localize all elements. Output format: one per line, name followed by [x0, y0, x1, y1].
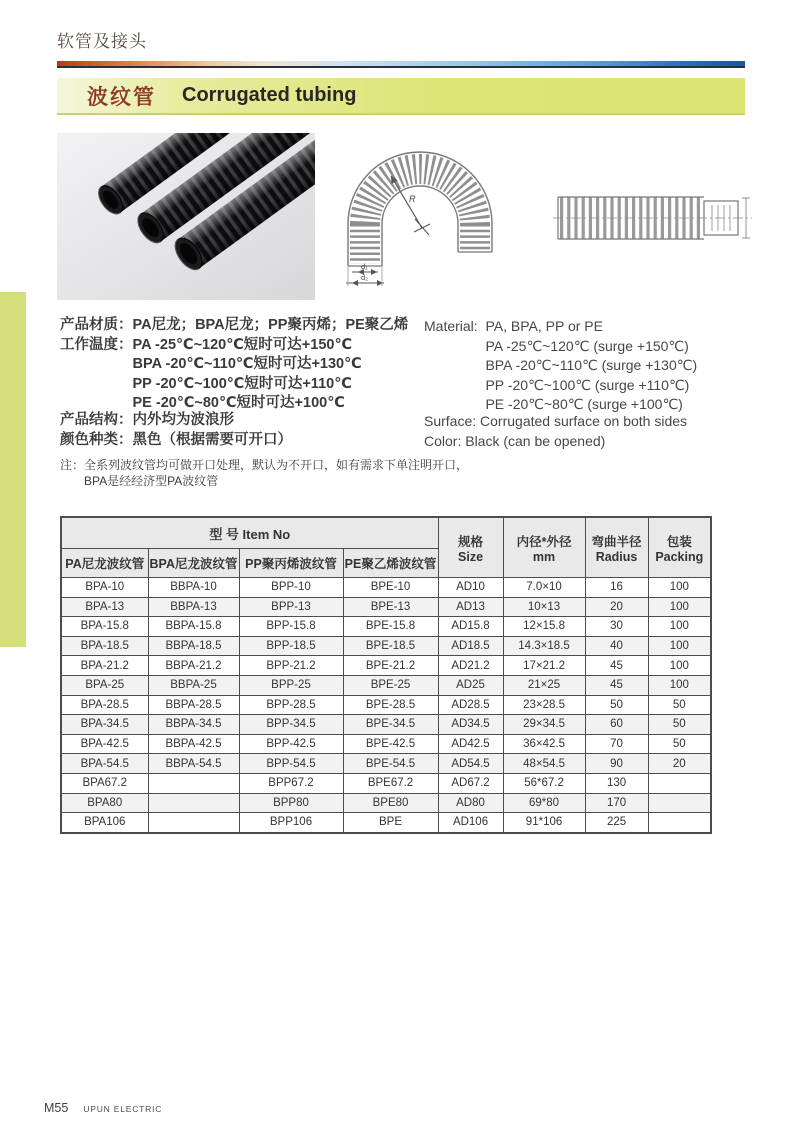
table-cell: 50 [648, 695, 711, 715]
table-cell: BPA80 [61, 793, 148, 813]
material-label-en: Material: [424, 318, 486, 334]
d2-label: d₂ [361, 273, 369, 282]
note-line-2: BPA是经经济型PA波纹管 [84, 474, 219, 488]
table-cell: 100 [648, 675, 711, 695]
note-line-1: 全系列波纹管均可做开口处理，默认为不开口，如有需求下单注明开口， [84, 458, 469, 472]
table-cell: AD25 [438, 675, 503, 695]
header-size: 规格 Size [438, 517, 503, 578]
table-cell: BPA-42.5 [61, 734, 148, 754]
table-cell: BPE-10 [343, 578, 438, 598]
table-cell: AD21.2 [438, 656, 503, 676]
temp-line: PP -20℃~100℃ (surge +110℃) [485, 376, 690, 393]
table-cell: BBPA-54.5 [148, 754, 239, 774]
structure-label-zh: 产品结构： [60, 412, 133, 428]
table-cell [648, 793, 711, 813]
table-cell: 100 [648, 636, 711, 656]
table-cell: BPA67.2 [61, 773, 148, 793]
table-cell: BPP80 [239, 793, 343, 813]
temp-line: PE -20℃~80℃ (surge +100℃) [485, 396, 683, 412]
header-radius: 弯曲半径 Radius [585, 517, 648, 578]
table-cell: BPE67.2 [343, 773, 438, 793]
table-cell: BBPA-42.5 [148, 734, 239, 754]
table-cell [148, 813, 239, 833]
table-cell: 56*67.2 [503, 773, 585, 793]
table-cell: 20 [585, 597, 648, 617]
table-cell: BPE80 [343, 793, 438, 813]
table-cell: BBPA-21.2 [148, 656, 239, 676]
table-cell: 29×34.5 [503, 715, 585, 735]
table-cell: BBPA-34.5 [148, 715, 239, 735]
header-packing: 包装 Packing [648, 517, 711, 578]
breadcrumb: 软管及接头 [57, 32, 147, 51]
table-cell: 91*106 [503, 813, 585, 833]
table-cell: BPE-34.5 [343, 715, 438, 735]
gradient-rule [57, 61, 745, 68]
d1-label: d₁ [361, 262, 368, 271]
table-cell: BPE-54.5 [343, 754, 438, 774]
table-cell: 23×28.5 [503, 695, 585, 715]
table-cell: BPE-18.5 [343, 636, 438, 656]
table-cell [648, 813, 711, 833]
table-row [61, 773, 711, 793]
table-row [61, 597, 711, 617]
table-cell: 100 [648, 656, 711, 676]
surface-line-en: Surface: Corrugated surface on both sides [424, 413, 688, 429]
table-cell: 70 [585, 734, 648, 754]
table-cell: AD54.5 [438, 754, 503, 774]
table-cell: BPP-21.2 [239, 656, 343, 676]
table-row [61, 578, 711, 598]
table-cell: BPE-25 [343, 675, 438, 695]
temperature-label-zh: 工作温度： [60, 336, 133, 353]
product-table [60, 516, 712, 834]
table-cell: BPP-15.8 [239, 617, 343, 637]
table-cell: 50 [648, 734, 711, 754]
material-value-zh: PA尼龙；BPA尼龙；PP聚丙烯；PE聚乙烯 [132, 317, 409, 333]
table-row [61, 754, 711, 774]
table-cell: BPP-42.5 [239, 734, 343, 754]
table-cell: 60 [585, 715, 648, 735]
table-cell: BPA-15.8 [61, 617, 148, 637]
header-col-pp: PP聚丙烯波纹管 [239, 549, 343, 578]
temp-line: PA -25℃~120℃短时可达+150℃ [132, 336, 353, 353]
table-cell: BPE-42.5 [343, 734, 438, 754]
header-col-pe: PE聚乙烯波纹管 [343, 549, 438, 578]
table-cell: BPP-10 [239, 578, 343, 598]
header-item-no: 型 号 Item No [61, 517, 438, 549]
page-title-zh: 波纹管 [87, 85, 156, 109]
table-cell: BBPA-13 [148, 597, 239, 617]
table-cell: 12×15.8 [503, 617, 585, 637]
material-label-zh: 产品材质： [60, 317, 133, 333]
table-cell: BPE-21.2 [343, 656, 438, 676]
table-cell: BPE-28.5 [343, 695, 438, 715]
table-cell: 10×13 [503, 597, 585, 617]
table-cell: AD28.5 [438, 695, 503, 715]
table-cell: AD13 [438, 597, 503, 617]
straight-tube-drawing [552, 186, 756, 252]
page-title-en: Corrugated tubing [182, 84, 357, 106]
table-row [61, 675, 711, 695]
structure-en [424, 411, 687, 451]
material-value-en: PA, BPA, PP or PE [485, 318, 603, 334]
table-cell: 30 [585, 617, 648, 637]
table-cell: 100 [648, 578, 711, 598]
table-cell: AD18.5 [438, 636, 503, 656]
table-cell: BPA-13 [61, 597, 148, 617]
table-cell: BBPA-28.5 [148, 695, 239, 715]
color-label-zh: 颜色种类： [60, 432, 133, 448]
table-cell: BPP-28.5 [239, 695, 343, 715]
specs-zh [60, 316, 425, 414]
table-cell: 90 [585, 754, 648, 774]
table-cell: AD106 [438, 813, 503, 833]
table-body [61, 578, 711, 833]
page-number: M55 [44, 1101, 69, 1115]
note-label: 注： [60, 458, 85, 472]
table-cell: BPA-25 [61, 675, 148, 695]
table-cell: AD15.8 [438, 617, 503, 637]
table-cell: BPP-18.5 [239, 636, 343, 656]
color-line-en: Color: Black (can be opened) [424, 433, 606, 449]
table-cell: BPP67.2 [239, 773, 343, 793]
radius-label: R [409, 194, 416, 204]
temp-line: BPA -20℃~110℃短时可达+130℃ [132, 356, 362, 372]
table-cell: 21×25 [503, 675, 585, 695]
table-cell: 45 [585, 675, 648, 695]
table-row [61, 734, 711, 754]
table-cell: BBPA-25 [148, 675, 239, 695]
table-cell: BPE-15.8 [343, 617, 438, 637]
table-cell: BPP-54.5 [239, 754, 343, 774]
table-cell [648, 773, 711, 793]
left-accent-bar [0, 292, 26, 647]
table-cell: AD10 [438, 578, 503, 598]
table-cell: 50 [648, 715, 711, 735]
header-diameter: 内径*外径 mm [503, 517, 585, 578]
table-row [61, 813, 711, 833]
table-cell: 7.0×10 [503, 578, 585, 598]
table-cell [148, 793, 239, 813]
table-cell: 50 [585, 695, 648, 715]
table-cell: 40 [585, 636, 648, 656]
temp-line: PP -20℃~100℃短时可达+110℃ [132, 375, 352, 392]
structure-zh [60, 410, 292, 450]
table-cell: 100 [648, 597, 711, 617]
header-col-bpa: BPA尼龙波纹管 [148, 549, 239, 578]
table-cell: 69*80 [503, 793, 585, 813]
table-cell: 14.3×18.5 [503, 636, 585, 656]
table-cell: 225 [585, 813, 648, 833]
table-cell: 130 [585, 773, 648, 793]
note-section [60, 457, 620, 489]
table-cell: BPA106 [61, 813, 148, 833]
table-row [61, 715, 711, 735]
table-cell: 100 [648, 617, 711, 637]
bend-radius-drawing [332, 136, 512, 288]
temp-line: BPA -20℃~110℃ (surge +130℃) [485, 357, 698, 373]
table-cell: AD80 [438, 793, 503, 813]
table-cell: BPA-54.5 [61, 754, 148, 774]
table-cell: BBPA-15.8 [148, 617, 239, 637]
table-cell: BPP-25 [239, 675, 343, 695]
temp-line: PA -25℃~120℃ (surge +150℃) [485, 337, 689, 354]
table-cell: BPA-28.5 [61, 695, 148, 715]
table-cell: 20 [648, 754, 711, 774]
table-cell: AD67.2 [438, 773, 503, 793]
table-cell: 48×54.5 [503, 754, 585, 774]
table-cell: BPA-18.5 [61, 636, 148, 656]
table-cell: BPP-13 [239, 597, 343, 617]
table-row [61, 617, 711, 637]
table-cell: 16 [585, 578, 648, 598]
table-row [61, 793, 711, 813]
table-cell: 17×21.2 [503, 656, 585, 676]
page-title [57, 78, 745, 115]
product-photo [57, 133, 315, 300]
table-cell: BPP-34.5 [239, 715, 343, 735]
color-value-zh: 黑色（根据需要可开口） [132, 432, 292, 448]
table-row [61, 636, 711, 656]
table-cell: 45 [585, 656, 648, 676]
temp-line: PE -20℃~80℃短时可达+100℃ [132, 395, 345, 411]
specs-en [424, 317, 764, 415]
table-cell: BBPA-10 [148, 578, 239, 598]
table-cell: 36×42.5 [503, 734, 585, 754]
table-row [61, 695, 711, 715]
structure-value-zh: 内外均为波浪形 [132, 412, 234, 428]
table-cell: BPA-10 [61, 578, 148, 598]
table-cell: BPA-21.2 [61, 656, 148, 676]
brand-name: UPUN ELECTRIC [83, 1104, 163, 1114]
header-col-pa: PA尼龙波纹管 [61, 549, 148, 578]
table-cell: BBPA-18.5 [148, 636, 239, 656]
table-cell: 170 [585, 793, 648, 813]
table-cell: BPE [343, 813, 438, 833]
table-row [61, 656, 711, 676]
table-cell [148, 773, 239, 793]
table-cell: BPE-13 [343, 597, 438, 617]
table-cell: AD42.5 [438, 734, 503, 754]
table-cell: AD34.5 [438, 715, 503, 735]
table-cell: BPA-34.5 [61, 715, 148, 735]
table-cell: BPP106 [239, 813, 343, 833]
page-footer [44, 1101, 162, 1115]
